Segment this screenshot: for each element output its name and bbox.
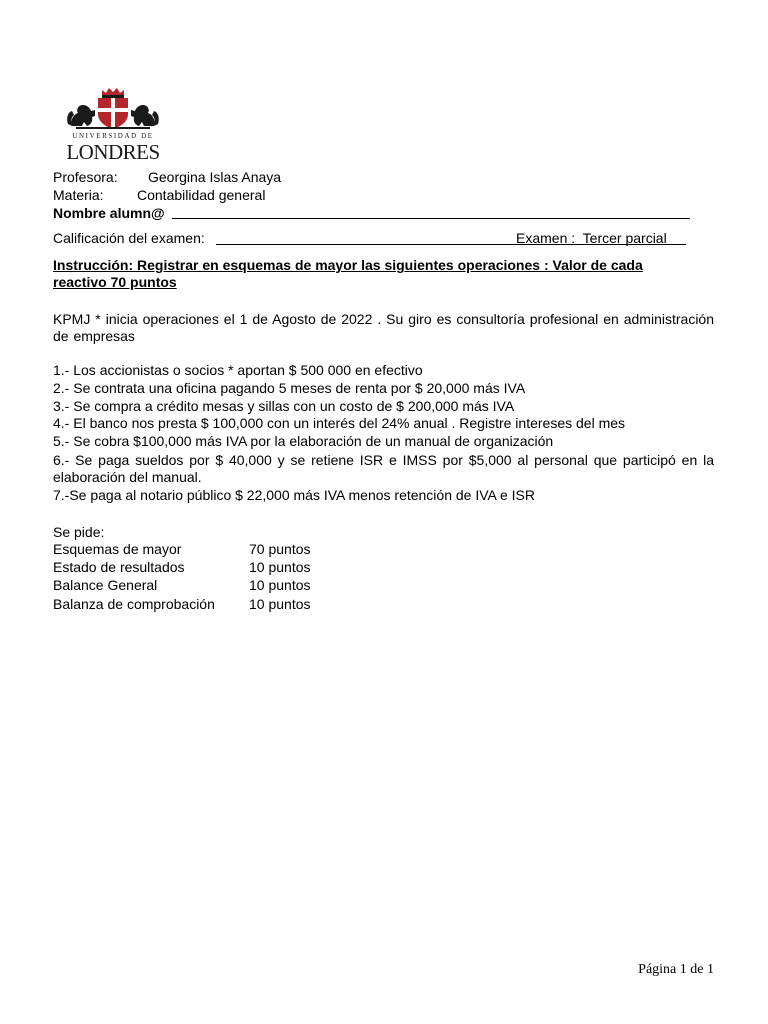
materia-value: Contabilidad general xyxy=(137,187,266,203)
operacion-7: 7.-Se paga al notario público $ 22,000 más IVA menos retención de IVA e ISR xyxy=(53,487,536,503)
materia-label: Materia: xyxy=(53,187,104,203)
page-number: Página 1 de 1 xyxy=(638,962,714,977)
university-logo xyxy=(62,86,164,166)
nombre-alumno-label: Nombre alumn@ xyxy=(53,205,165,221)
se-pide-item xyxy=(53,596,311,613)
intro-paragraph: KPMJ * inicia operaciones el 1 de Agosto de 2022 . Su giro es consultoría profesional en administración de empresas xyxy=(53,311,714,344)
se-pide-item-value: 10 puntos xyxy=(249,577,311,593)
examen-line xyxy=(516,230,667,247)
profesora-value: Georgina Islas Anaya xyxy=(148,169,282,185)
se-pide-item xyxy=(53,559,311,576)
operacion-4: 4.- El banco nos presta $ 100,000 con un interés del 24% anual . Registre intereses del mes xyxy=(53,415,626,431)
instruccion-line-1: Instrucción: Registrar en esquemas de mayor las siguientes operaciones : Valor de cada xyxy=(53,257,643,273)
examen-value: Tercer parcial xyxy=(582,230,667,246)
se-pide-item xyxy=(53,541,311,558)
profesora-line xyxy=(53,169,281,186)
se-pide-item-value: 10 puntos xyxy=(249,596,311,612)
operacion-2: 2.- Se contrata una oficina pagando 5 meses de renta por $ 20,000 más IVA xyxy=(53,380,526,396)
profesora-label: Profesora: xyxy=(53,169,118,185)
se-pide-item-label: Balanza de comprobación xyxy=(53,596,215,612)
se-pide-title: Se pide: xyxy=(53,524,105,540)
se-pide-item-label: Estado de resultados xyxy=(53,559,185,575)
se-pide-item-value: 70 puntos xyxy=(249,541,311,557)
se-pide-item-value: 10 puntos xyxy=(249,559,311,575)
crest-icon xyxy=(62,86,164,130)
logo-university-text: UNIVERSIDAD DE xyxy=(72,132,154,140)
se-pide-item-label: Balance General xyxy=(53,577,158,593)
examen-label: Examen : xyxy=(516,230,576,246)
operacion-1: 1.- Los accionistas o socios * aportan $ 500 000 en efectivo xyxy=(53,362,423,378)
logo-londres-text: LONDRES xyxy=(66,140,160,164)
instruccion-line-2: reactivo 70 puntos xyxy=(53,274,177,290)
operacion-3: 3.- Se compra a crédito mesas y sillas con un costo de $ 200,000 más IVA xyxy=(53,398,515,414)
materia-line xyxy=(53,187,265,204)
calificacion-label: Calificación del examen: xyxy=(53,230,205,246)
operacion-6: 6.- Se paga sueldos por $ 40,000 y se retiene ISR e IMSS por $5,000 al personal que participó en la elaboración del manual. xyxy=(53,452,714,485)
se-pide-item-label: Esquemas de mayor xyxy=(53,541,182,557)
operacion-5: 5.- Se cobra $100,000 más IVA por la elaboración de un manual de organización xyxy=(53,433,554,449)
nombre-alumno-blank xyxy=(172,204,690,219)
se-pide-item xyxy=(53,577,311,594)
